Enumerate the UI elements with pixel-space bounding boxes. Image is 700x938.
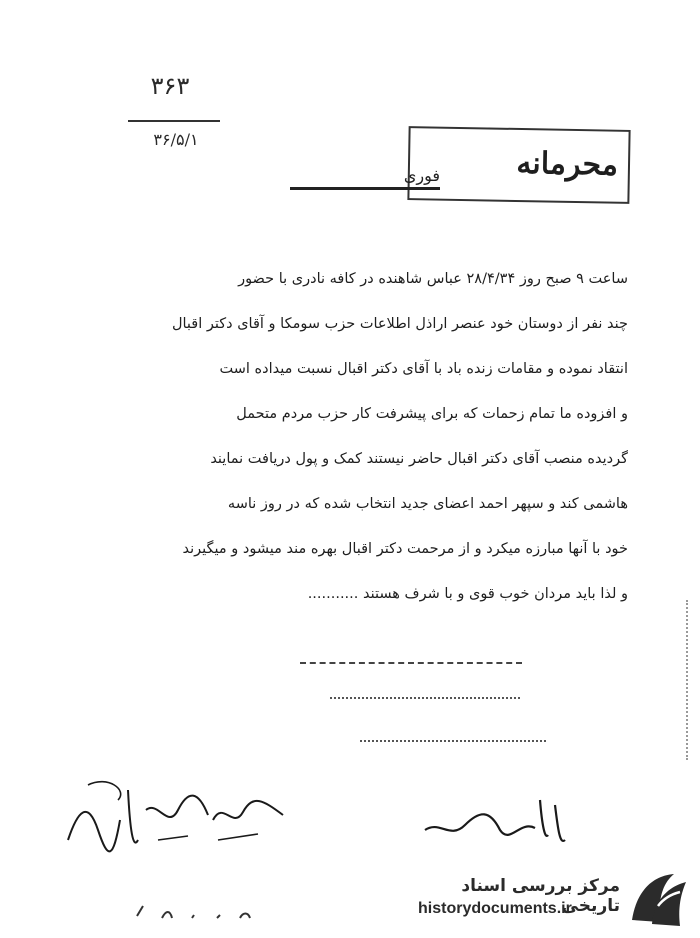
body-line: هاشمی کند و سپهر احمد اعضای جدید انتخاب شده که در روز ناسه bbox=[227, 496, 628, 512]
body-line: گردیده منصب آقای دکتر اقبال حاضر نیستند کمک و پول دریافت نمایند bbox=[210, 451, 628, 467]
margin-mark bbox=[686, 600, 690, 760]
handwritten-date bbox=[132, 896, 262, 926]
separator-line bbox=[360, 740, 546, 742]
body-line: خود با آنها مبارزه میکرد و از مرحمت دکتر اقبال بهره مند میشود و میگیرند bbox=[182, 541, 628, 557]
watermark-url: historydocuments.ir bbox=[418, 900, 572, 917]
archive-logo-icon bbox=[628, 870, 690, 928]
report-body bbox=[92, 258, 628, 618]
document-number: ۳۶۳ bbox=[150, 72, 190, 100]
confidential-stamp bbox=[407, 126, 630, 204]
handwritten-signature-right bbox=[420, 790, 580, 860]
body-line: و لذا باید مردان خوب قوی و با شرف هستند ........... bbox=[307, 586, 628, 602]
stamp-tail: فوری bbox=[290, 166, 440, 190]
body-line: ساعت ۹ صبح روز ۲۸/۴/۳۴ عباس شاهنده در کافه نادری با حضور bbox=[238, 271, 628, 287]
body-line: و افزوده ما تمام زحمات که برای پیشرفت کار حزب مردم متحمل bbox=[236, 406, 628, 422]
body-line: انتقاد نموده و مقامات زنده باد با آقای دکتر اقبال نسبت میداده است bbox=[219, 361, 628, 377]
stamp-label: محرمانه bbox=[516, 145, 619, 183]
archive-watermark bbox=[400, 866, 696, 930]
document-date: ۳۶/۵/۱ bbox=[153, 130, 199, 149]
separator-line bbox=[330, 697, 520, 699]
body-line: چند نفر از دوستان خود عنصر اراذل اطلاعات حزب سومکا و آقای دکتر اقبال bbox=[171, 316, 628, 332]
separator-line bbox=[300, 662, 522, 664]
watermark-title: مرکز بررسی اسناد تاریخی bbox=[461, 876, 620, 916]
number-underline bbox=[128, 120, 220, 122]
handwritten-signature-left bbox=[58, 770, 298, 880]
